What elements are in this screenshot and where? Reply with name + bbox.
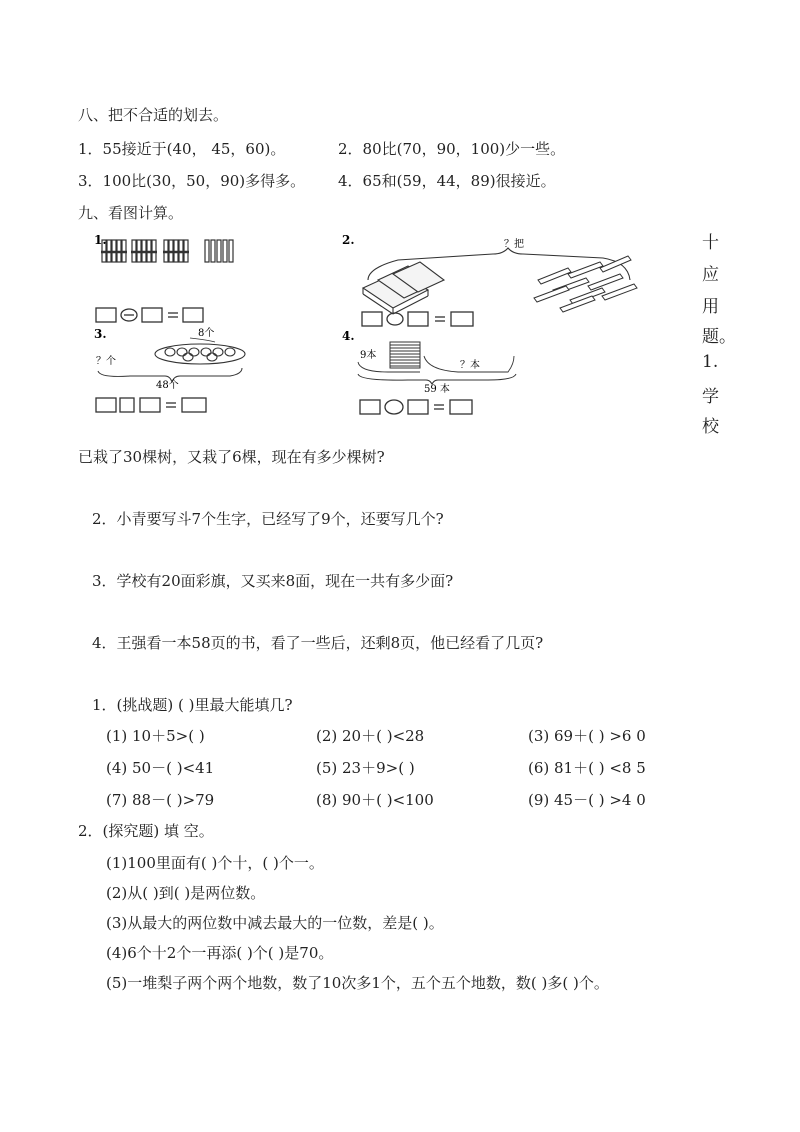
challenge-item: (9) 45－( ) >4 0 xyxy=(528,791,646,809)
answer-boxes-3 xyxy=(96,398,206,412)
section10-vertical-char: 校 xyxy=(702,417,719,437)
figure-4 xyxy=(338,326,548,418)
bundle-2 xyxy=(131,240,157,262)
figure-3-number: 3. xyxy=(94,327,107,341)
figure-3-top-label: 8个 xyxy=(198,328,215,339)
section10-vertical-char: 用 xyxy=(702,297,719,317)
explore-item: (2)从( )到( )是两位数。 xyxy=(106,884,266,902)
bundle-3 xyxy=(163,240,189,262)
egg-plate xyxy=(155,344,245,364)
word-problem-1: 已栽了30棵树，又栽了6棵，现在有多少棵树? xyxy=(78,448,385,466)
challenge-title: 1．(挑战题) ( )里最大能填几? xyxy=(92,696,293,714)
answer-boxes-4 xyxy=(360,400,472,414)
figure-1 xyxy=(90,228,250,328)
challenge-item: (3) 69＋( ) >6 0 xyxy=(528,727,646,745)
challenge-item: (2) 20＋( )<28 xyxy=(316,727,425,745)
challenge-item: (7) 88－( )>79 xyxy=(106,791,215,809)
section10-vertical-char: 题。 xyxy=(702,327,736,347)
word-problem-4: 4．王强看一本58页的书，看了一些后，还剩8页，他已经看了几页? xyxy=(92,634,544,652)
book-pile xyxy=(390,342,420,368)
explore-item: (3)从最大的两位数中减去最大的一位数，差是( )。 xyxy=(106,914,444,932)
section9-title: 九、看图计算。 xyxy=(78,204,184,222)
explore-item: (1)100里面有( )个十，( )个一。 xyxy=(106,854,324,872)
figure-2 xyxy=(338,228,648,338)
figure-4-number: 4. xyxy=(342,329,355,343)
figure-4-right-label: ？本 xyxy=(460,360,480,371)
challenge-item: (1) 10＋5>( ) xyxy=(106,727,205,745)
pencil-group xyxy=(534,256,637,312)
explore-item: (4)6个十2个一再添( )个( )是70。 xyxy=(106,944,334,962)
answer-boxes-1 xyxy=(96,308,203,322)
section10-vertical-char: 应 xyxy=(702,265,719,285)
challenge-item: (6) 81＋( ) <8 5 xyxy=(528,759,646,777)
figure-3 xyxy=(90,326,260,416)
stick-bundles xyxy=(101,240,233,262)
figure-3-bottom-label: 48个 xyxy=(156,380,179,391)
section8-item-3: 3．100比(30，50，90)多得多。 xyxy=(78,172,306,190)
figure-2-question: ？把 xyxy=(504,239,524,250)
figure-4-left-label: 9本 xyxy=(360,350,377,361)
challenge-item: (5) 23＋9>( ) xyxy=(316,759,415,777)
section8-title: 八、把不合适的划去。 xyxy=(78,106,229,124)
word-problem-3: 3．学校有20面彩旗，又买来8面，现在一共有多少面? xyxy=(92,572,454,590)
figure-4-bottom-label: 59 本 xyxy=(424,384,450,395)
figure-2-number: 2. xyxy=(342,233,355,247)
section8-item-4: 4．65和(59，44，89)很接近。 xyxy=(338,172,556,190)
challenge-item: (8) 90＋( )<100 xyxy=(316,791,434,809)
loose-sticks xyxy=(205,240,233,262)
section10-vertical-char: 学 xyxy=(702,387,719,407)
word-problem-2: 2．小青要写斗7个生字，已经写了9个，还要写几个? xyxy=(92,510,444,528)
explore-title: 2．(探究题) 填 空。 xyxy=(78,822,214,840)
answer-boxes-2 xyxy=(362,312,473,326)
explore-item: (5)一堆梨子两个两个地数，数了10次多1个，五个五个地数，数( )多( )个。 xyxy=(106,974,609,992)
figure-1-number: 1. xyxy=(94,233,107,247)
challenge-item: (4) 50－( )<41 xyxy=(106,759,215,777)
section10-vertical-char: 1. xyxy=(702,352,719,372)
section8-item-2: 2．80比(70，90，100)少一些。 xyxy=(338,140,566,158)
section10-vertical-char: 十 xyxy=(702,233,719,253)
section8-item-1: 1．55接近于(40， 45，60)。 xyxy=(78,140,286,158)
figure-3-left-label: ？个 xyxy=(96,356,116,367)
